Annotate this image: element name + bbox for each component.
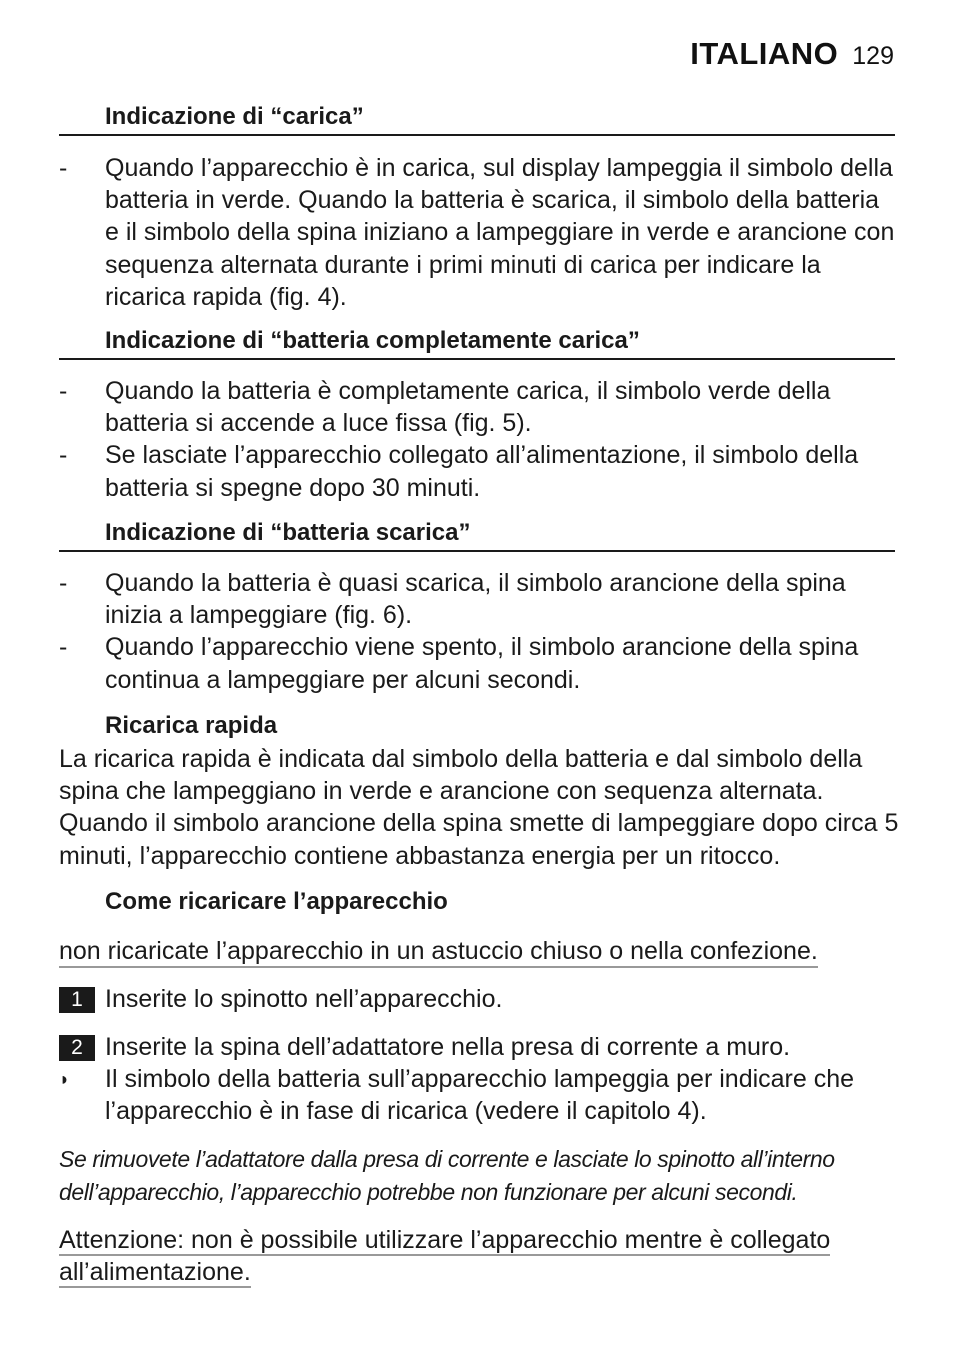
italic-note: Se rimuovete l’adattatore dalla presa di corrente e lasciate lo spinotto all’interno dell’apparecchio, l’apparecchio potrebbe non funzionare per alcuni secondi.: [59, 1146, 835, 1205]
step-result: [59, 1063, 899, 1127]
bullet-dash: -: [59, 441, 68, 470]
quick-charge-paragraph: La ricarica rapida è indicata dal simbolo della batteria e dal simbolo della spina che lampeggiano in verde e arancione con sequenza alternata. Quando il simbolo arancione della spina smette di lampeggiare dopo circa 5 minuti, l’apparecchio contiene abbastanza energia per un ritocco.: [59, 745, 899, 870]
charging-warning-text: non ricaricate l’apparecchio in un astuccio chiuso o nella confezione.: [59, 937, 818, 968]
list-item: [59, 375, 899, 439]
step-2: [59, 1031, 899, 1063]
result-arrow-icon: ◗: [59, 1069, 70, 1089]
section-heading-battery-low: Indicazione di “batteria scarica”: [59, 518, 895, 552]
list-item-text: Quando l’apparecchio è in carica, sul display lampeggia il simbolo della batteria in verde. Quando la batteria è scarica, il simbolo della batteria e il simbolo della spina iniziano a lampeggiare in verde e arancione con sequenza alternata durante i primi minuti di carica per indicare la ricarica rapida (fig. 4).: [105, 154, 895, 311]
battery-low-list: [59, 567, 899, 696]
list-item: [59, 439, 899, 503]
page-number: 129: [852, 42, 894, 70]
bullet-dash: -: [59, 377, 68, 405]
list-item-text: Quando l’apparecchio viene spento, il simbolo arancione della spina continua a lampeggiare per alcuni secondi.: [105, 633, 859, 694]
page-header: [690, 36, 894, 72]
section-heading-fully-charged: Indicazione di “batteria completamente carica”: [59, 326, 895, 360]
step-text: Inserite la spina dell’adattatore nella presa di corrente a muro.: [105, 1033, 791, 1061]
step-1: [59, 983, 899, 1015]
charging-indication-list: [59, 152, 899, 313]
bullet-dash: -: [59, 154, 68, 182]
step-text: Inserite lo spinotto nell’apparecchio.: [105, 985, 503, 1013]
bullet-dash: -: [59, 569, 68, 597]
list-item: [59, 152, 899, 313]
step-number-badge: 2: [59, 1035, 95, 1061]
quick-charge-heading: Ricarica rapida: [105, 712, 278, 739]
list-item: [59, 631, 899, 695]
list-item-text: Quando la batteria è quasi scarica, il simbolo arancione della spina inizia a lampeggiare (fig. 6).: [105, 569, 846, 630]
list-item-text: Se lasciate l’apparecchio collegato all’alimentazione, il simbolo della batteria si spegne dopo 30 minuti.: [105, 441, 859, 502]
charging-heading: Come ricaricare l’apparecchio: [105, 888, 448, 915]
step-number-badge: 1: [59, 987, 95, 1013]
section-heading-charging-indication: Indicazione di “carica”: [59, 102, 895, 136]
list-item: [59, 567, 899, 631]
charging-warning: [59, 935, 818, 967]
language-label: ITALIANO: [690, 36, 839, 71]
list-item-text: Quando la batteria è completamente carica, il simbolo verde della batteria si accende a luce fissa (fig. 5).: [105, 377, 831, 438]
fully-charged-list: [59, 375, 899, 504]
attention-text: Attenzione: non è possibile utilizzare l’apparecchio mentre è collegato all’alimentazione.: [59, 1226, 831, 1286]
result-text: Il simbolo della batteria sull’apparecchio lampeggia per indicare che l’apparecchio è in fase di ricarica (vedere il capitolo 4).: [105, 1065, 855, 1125]
attention-note: [59, 1224, 889, 1288]
bullet-dash: -: [59, 633, 68, 662]
